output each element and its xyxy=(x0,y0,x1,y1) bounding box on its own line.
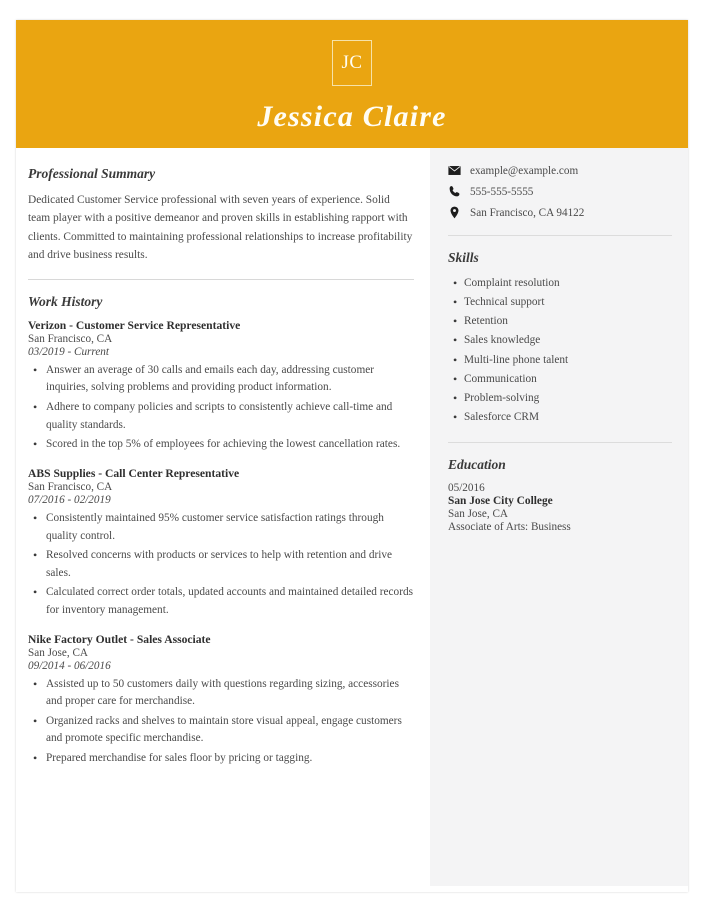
monogram-badge xyxy=(332,40,372,86)
skill-item: • Salesforce CRM xyxy=(464,409,672,426)
job-bullet-list xyxy=(28,510,414,620)
contact-value: San Francisco, CA 94122 xyxy=(470,206,585,219)
skill-item: • Problem-solving xyxy=(464,390,672,407)
job-entry xyxy=(28,467,414,620)
job-title: Verizon - Customer Service Representative xyxy=(28,318,241,332)
contact-row xyxy=(448,164,672,177)
skills-section xyxy=(448,250,672,426)
skill-item: • Retention xyxy=(464,313,672,330)
skills-list xyxy=(448,275,672,426)
education-date: 05/2016 xyxy=(448,482,485,495)
job-location: San Francisco, CA xyxy=(28,480,113,493)
education-degree: Associate of Arts: Business xyxy=(448,521,571,534)
skill-item: • Sales knowledge xyxy=(464,332,672,349)
job-bullet: • Consistently maintained 95% customer service satisfaction ratings through quality control. xyxy=(44,510,414,545)
monogram-initials: JC xyxy=(341,52,363,73)
job-bullet: • Adhere to company policies and scripts to consistently achieve call-time and quality standards. xyxy=(44,399,414,434)
job-location: San Francisco, CA xyxy=(28,332,113,345)
contact-row xyxy=(448,185,672,198)
job-title: Nike Factory Outlet - Sales Associate xyxy=(28,632,211,646)
job-dates: 09/2014 - 06/2016 xyxy=(28,659,111,672)
envelope-icon xyxy=(448,164,470,177)
job-bullet-list xyxy=(28,676,414,768)
resume-body xyxy=(16,148,688,892)
candidate-name: Jessica Claire xyxy=(257,100,447,133)
divider-main-1 xyxy=(28,279,414,280)
job-location: San Jose, CA xyxy=(28,646,88,659)
job-dates: 03/2019 - Current xyxy=(28,345,110,358)
professional-summary-section xyxy=(28,166,414,265)
job-list xyxy=(28,319,414,768)
job-bullet: • Organized racks and shelves to maintain store visual appeal, engage customers and promote specific merchandise. xyxy=(44,713,414,748)
skill-item: • Technical support xyxy=(464,294,672,311)
sidebar-column xyxy=(430,148,688,886)
divider-side-1 xyxy=(448,235,672,236)
section-heading-work-history: Work History xyxy=(28,293,103,309)
job-bullet: • Resolved concerns with products or services to help with retention and drive sales. xyxy=(44,547,414,582)
skill-item: • Complaint resolution xyxy=(464,275,672,292)
job-title: ABS Supplies - Call Center Representative xyxy=(28,466,240,480)
contact-row xyxy=(448,206,672,219)
summary-text: Dedicated Customer Service professional with seven years of experience. Solid team player with a positive demeanor and proven skills in establishing rapport with clients. Committed to maintaining professional relationships to increase profitability and drive business results. xyxy=(28,194,413,262)
skill-item: • Communication xyxy=(464,371,672,388)
section-heading-skills: Skills xyxy=(448,250,479,265)
divider-side-2 xyxy=(448,442,672,443)
contact-value: 555-555-5555 xyxy=(470,185,534,198)
job-bullet-list xyxy=(28,362,414,454)
phone-icon xyxy=(448,185,470,198)
section-heading-education: Education xyxy=(448,457,506,473)
job-bullet: • Calculated correct order totals, updated accounts and maintained detailed records for inventory management. xyxy=(44,584,414,619)
section-heading-summary: Professional Summary xyxy=(28,166,156,181)
education-section xyxy=(448,457,672,533)
main-column xyxy=(16,148,430,892)
work-history-section xyxy=(28,294,414,768)
education-school: San Jose City College xyxy=(448,495,553,508)
skill-item: • Multi-line phone talent xyxy=(464,352,672,369)
resume-page xyxy=(16,20,688,892)
job-entry xyxy=(28,633,414,768)
education-location: San Jose, CA xyxy=(448,508,508,521)
job-bullet: • Assisted up to 50 customers daily with questions regarding sizing, accessories and proper care for merchandise. xyxy=(44,676,414,711)
contact-list xyxy=(448,164,672,219)
job-dates: 07/2016 - 02/2019 xyxy=(28,493,111,506)
job-bullet: • Prepared merchandise for sales floor by pricing or tagging. xyxy=(44,750,414,768)
contact-value: example@example.com xyxy=(470,164,579,177)
resume-header xyxy=(16,20,688,148)
location-pin-icon xyxy=(448,206,470,219)
job-bullet: • Scored in the top 5% of employees for achieving the lowest cancellation rates. xyxy=(44,436,414,454)
job-entry xyxy=(28,319,414,454)
job-bullet: • Answer an average of 30 calls and emails each day, addressing customer inquiries, solving problems and providing product information. xyxy=(44,362,414,397)
